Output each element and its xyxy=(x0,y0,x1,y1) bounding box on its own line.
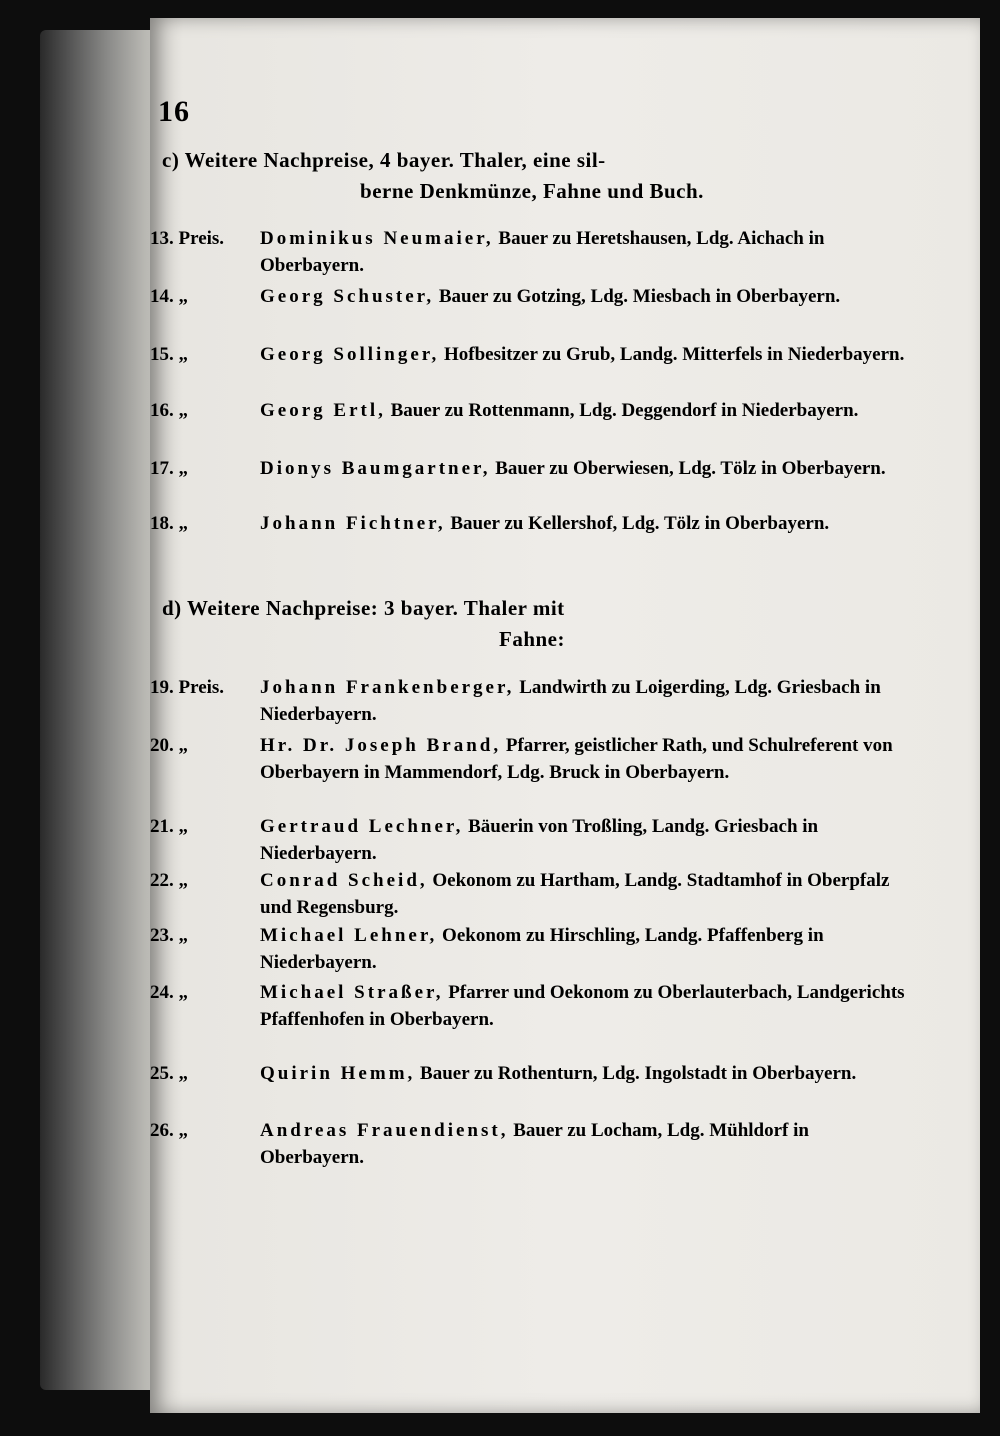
section-heading-c-line1: c) Weitere Nachpreise, 4 bayer. Thaler, eine sil- xyxy=(162,148,606,172)
entry-name: Georg Sollinger, xyxy=(260,344,440,365)
entry-number: 14. „ xyxy=(150,286,188,307)
entry-name: Michael Straßer, xyxy=(260,982,444,1003)
entry-name: Georg Schuster, xyxy=(260,286,435,307)
entry-details: Bauer zu Kellershof, Ldg. Tölz in Oberbayern. xyxy=(445,513,830,534)
entry-name: Georg Ertl, xyxy=(260,400,386,421)
entry-name: Dominikus Neumaier, xyxy=(260,228,494,249)
entry-details: Pfarrer und Oekonom zu Oberlauterbach, Landgerichts Pfaffenhofen in Oberbayern. xyxy=(260,982,905,1030)
list-item xyxy=(150,283,910,310)
list-item xyxy=(150,1117,910,1171)
entry-details: Bauer zu Heretshausen, Ldg. Aichach in Oberbayern. xyxy=(260,228,825,276)
entry-details: Bauer zu Locham, Ldg. Mühldorf in Oberbayern. xyxy=(260,1120,809,1168)
list-item xyxy=(150,397,910,424)
entry-number: 21. „ xyxy=(150,816,188,837)
section-heading-d xyxy=(162,593,902,655)
entry-number: 20. „ xyxy=(150,735,188,756)
entry-details: Bäuerin von Troßling, Landg. Griesbach in Niederbayern. xyxy=(260,816,819,864)
entry-number: 24. „ xyxy=(150,982,188,1003)
entry-name: Johann Fichtner, xyxy=(260,513,446,534)
entry-name: Hr. Dr. Joseph Brand, xyxy=(260,735,502,756)
entry-name: Andreas Frauendienst, xyxy=(260,1120,509,1141)
section-heading-c xyxy=(162,145,902,207)
list-item xyxy=(150,732,910,786)
entry-number: 16. „ xyxy=(150,400,188,421)
entry-details: Landwirth zu Loigerding, Ldg. Griesbach in Niederbayern. xyxy=(260,677,881,725)
list-item xyxy=(150,979,910,1033)
entry-number: 17. „ xyxy=(150,458,188,479)
entry-details: Bauer zu Oberwiesen, Ldg. Tölz in Oberbayern. xyxy=(490,458,886,479)
list-item xyxy=(150,225,910,279)
list-item xyxy=(150,813,910,867)
section-heading-d-line2: Fahne: xyxy=(499,627,565,651)
entry-details: Hofbesitzer zu Grub, Landg. Mitterfels in Niederbayern. xyxy=(439,344,905,365)
list-item xyxy=(150,1060,910,1087)
entry-details: Bauer zu Rothenturn, Ldg. Ingolstadt in Oberbayern. xyxy=(415,1063,857,1084)
entry-details: Pfarrer, geistlicher Rath, und Schulreferent von Oberbayern in Mammendorf, Ldg. Bruck in Oberbayern. xyxy=(260,735,893,783)
entry-details: Bauer zu Gotzing, Ldg. Miesbach in Oberbayern. xyxy=(434,286,841,307)
entry-name: Conrad Scheid, xyxy=(260,870,428,891)
entry-name: Quirin Hemm, xyxy=(260,1063,416,1084)
entry-name: Johann Frankenberger, xyxy=(260,677,515,698)
section-heading-c-line2: berne Denkmünze, Fahne und Buch. xyxy=(360,179,704,203)
entry-name: Michael Lehner, xyxy=(260,925,438,946)
list-item xyxy=(150,867,910,921)
list-item xyxy=(150,510,910,537)
entry-number: 19. Preis. xyxy=(150,677,225,698)
list-item xyxy=(150,922,910,976)
entry-number: 23. „ xyxy=(150,925,188,946)
entry-details: Oekonom zu Hirschling, Landg. Pfaffenberg in Niederbayern. xyxy=(260,925,824,973)
entry-number: 25. „ xyxy=(150,1063,188,1084)
entry-name: Dionys Baumgartner, xyxy=(260,458,491,479)
list-item xyxy=(150,341,910,368)
entry-number: 18. „ xyxy=(150,513,188,534)
list-item xyxy=(150,674,910,728)
section-heading-d-line1: d) Weitere Nachpreise: 3 bayer. Thaler mit xyxy=(162,596,565,620)
entry-name: Gertraud Lechner, xyxy=(260,816,464,837)
entry-number: 22. „ xyxy=(150,870,188,891)
list-item xyxy=(150,455,910,482)
page-number: 16 xyxy=(158,95,190,128)
entry-number: 13. Preis. xyxy=(150,228,225,249)
entry-number: 26. „ xyxy=(150,1120,188,1141)
entry-details: Bauer zu Rottenmann, Ldg. Deggendorf in Niederbayern. xyxy=(385,400,859,421)
entry-number: 15. „ xyxy=(150,344,188,365)
entry-details: Oekonom zu Hartham, Landg. Stadtamhof in Oberpfalz und Regensburg. xyxy=(260,870,890,918)
